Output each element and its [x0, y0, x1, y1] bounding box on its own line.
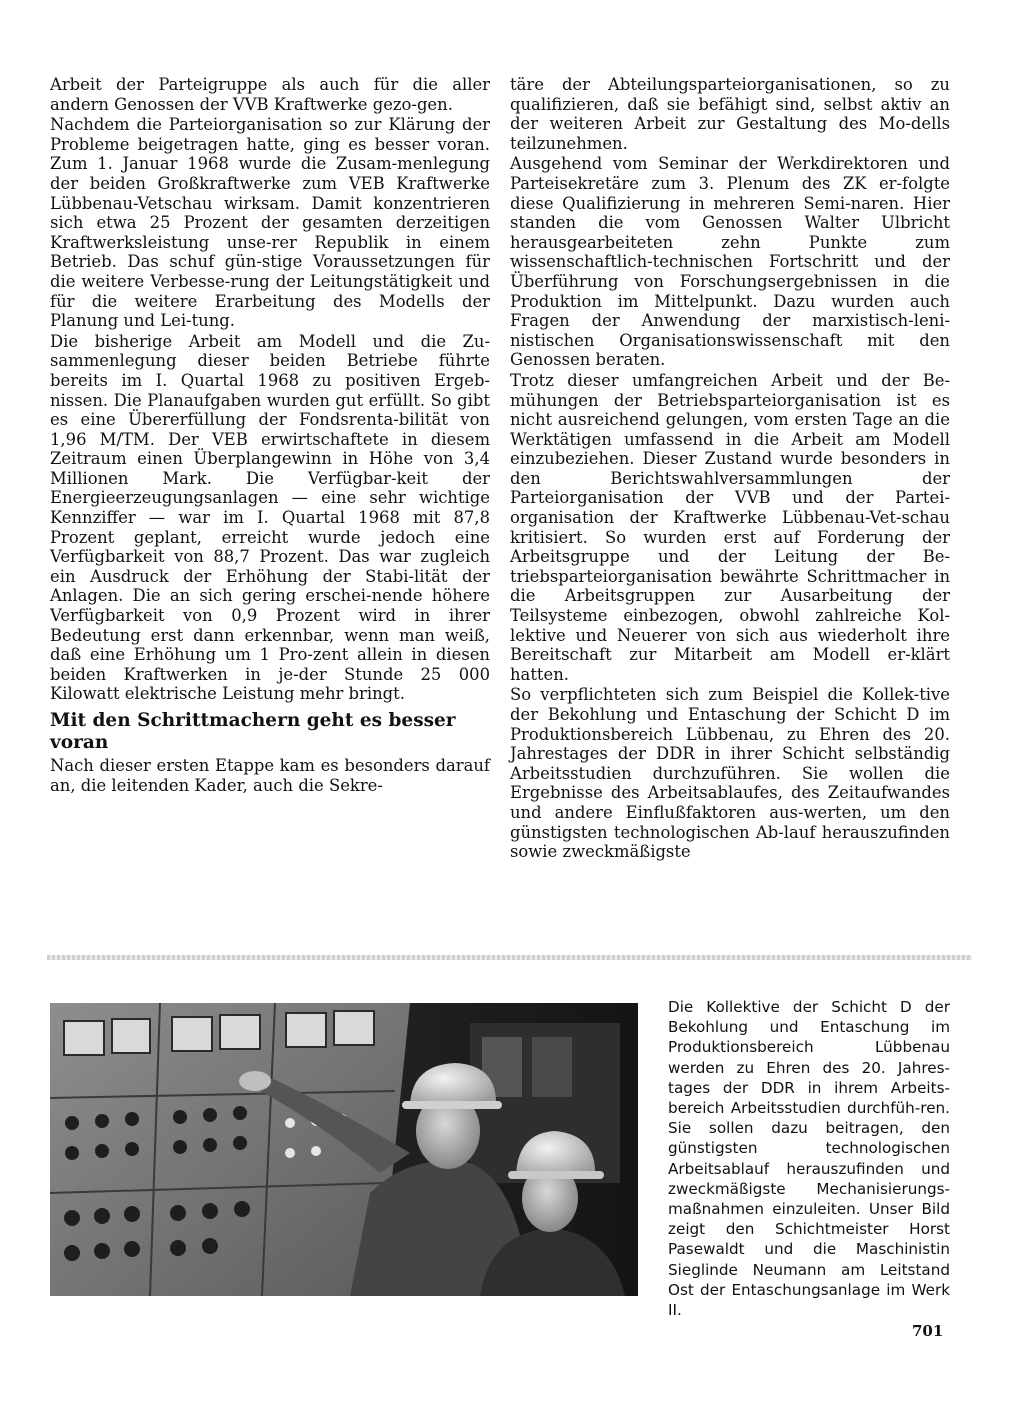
- section-divider: [47, 955, 972, 960]
- paragraph: Trotz dieser umfangreichen Arbeit und der Be-mühungen der Betriebsparteiorganisation ist es nicht ausreichend gelungen, vom ersten Tage an die Werktätigen umfassend in die Arbeit am Modell einzubeziehen. Dieser Zustand wurde besonders in den Berichtswahlversammlungen der Parteiorganisation der VVB und der Partei-organisation der Kraftwerke Lübbenau-Vet-schau kritisiert. So wurden erst auf Forderung der Arbeitsgruppe und der Leitung der Be-triebsparteiorganisation bewährte Schrittmacher in die Arbeitsgruppen zur Ausarbeitung der Teilsysteme einbezogen, obwohl zahlreiche Kol-lektive und Neuerer von sich aus wiederholt ihre Bereitschaft zur Mitarbeit am Modell er-klärt hatten.: [510, 370, 950, 684]
- page-number: 701: [912, 1322, 944, 1340]
- paragraph: Nachdem die Parteiorganisation so zur Klärung der Probleme beigetragen hatte, ging es besser voran. Zum 1. Januar 1968 wurde die Zusam-menlegung der beiden Großkraftwerke zum VEB Kraftwerke Lübbenau-Vetschau wirksam. Damit konzentrieren sich etwa 25 Prozent der gesamten derzeitigen Kraftwerksleistung unse-rer Republik in einem Betrieb. Das schuf gün-stige Voraussetzungen für die weitere Verbesse-rung der Leitungstätigkeit und für die weitere Erarbeitung des Modells der Planung und Lei-tung.: [50, 115, 490, 331]
- paragraph: Ausgehend vom Seminar der Werkdirektoren und Parteisekretäre zum 3. Plenum des ZK er-folgte diese Qualifizierung in mehreren Semi-naren. Hier standen die vom Genossen Walter Ulbricht herausgearbeiteten zehn Punkte zum wissenschaftlich-technischen Fortschritt und der Überführung von Forschungsergebnissen in die Produktion im Mittelpunkt. Dazu wurden auch Fragen der Anwendung der marxistisch-leni-nistischen Organisationswissenschaft mit den Genossen beraten.: [510, 154, 950, 370]
- paragraph: Nach dieser ersten Etappe kam es besonders darauf an, die leitenden Kader, auch die Sekre-: [50, 756, 490, 795]
- left-text-column: [50, 75, 490, 796]
- paragraph: So verpflichteten sich zum Beispiel die Kollek-tive der Bekohlung und Entaschung der Schicht D im Produktionsbereich Lübbenau, zu Ehren des 20. Jahrestages der DDR in ihrer Schicht selbständig Arbeitsstudien durchzuführen. Sie wollen die Ergebnisse des Arbeitsablaufes, des Zeitaufwandes und andere Einflußfaktoren aus-werten, um den günstigsten technologischen Ab-lauf herauszufinden sowie zweckmäßigste: [510, 685, 950, 862]
- paragraph: Arbeit der Parteigruppe als auch für die aller andern Genossen der VVB Kraftwerke gezo-gen.: [50, 75, 490, 114]
- photo-control-panel: [50, 1003, 638, 1296]
- photo-caption: Die Kollektive der Schicht D der Bekohlung und Entaschung im Produktionsbereich Lübbenau werden zu Ehren des 20. Jahres-tages der DDR in ihrem Arbeits-bereich Arbeitsstudien durchfüh-ren. Sie sollen dazu beitragen, den günstigsten technologischen Arbeitsablauf herauszufinden und zweckmäßigste Mechanisierungs-maßnahmen einzuleiten. Unser Bild zeigt den Schichtmeister Horst Pasewaldt und die Maschinistin Sieglinde Neumann am Leitstand Ost der Entaschungsanlage im Werk II.: [668, 998, 950, 1320]
- paragraph: täre der Abteilungsparteiorganisationen, so zu qualifizieren, daß sie befähigt sind, selbst aktiv an der weiteren Arbeit zur Gestaltung des Mo-dells teilzunehmen.: [510, 75, 950, 153]
- paragraph: Die bisherige Arbeit am Modell und die Zu-sammenlegung dieser beiden Betriebe führte bereits im I. Quartal 1968 zu positiven Ergeb-nissen. Die Planaufgaben wurden gut erfüllt. So gibt es eine Übererfüllung der Fondsrenta-bilität von 1,96 M/TM. Der VEB erwirtschaftete in diesem Zeitraum einen Überplangewinn in Höhe von 3,4 Millionen Mark. Die Verfügbar-keit der Energieerzeugungsanlagen — eine sehr wichtige Kennziffer — war im I. Quartal 1968 mit 87,8 Prozent geplant, erreicht wurde jedoch eine Verfügbarkeit von 88,7 Prozent. Das war zugleich ein Ausdruck der Erhöhung der Stabi-lität der Anlagen. Die an sich gering erschei-nende höhere Verfügbarkeit von 0,9 Prozent wird in ihrer Bedeutung erst dann erkennbar, wenn man weiß, daß eine Erhöhung um 1 Pro-zent allein in diesen beiden Kraftwerken in je-der Stunde 25 000 Kilowatt elektrische Leistung mehr bringt.: [50, 331, 490, 704]
- photo-illustration: [50, 1003, 638, 1296]
- section-heading: Mit den Schrittmachern geht es besser voran: [50, 710, 456, 753]
- right-text-column: [510, 75, 950, 863]
